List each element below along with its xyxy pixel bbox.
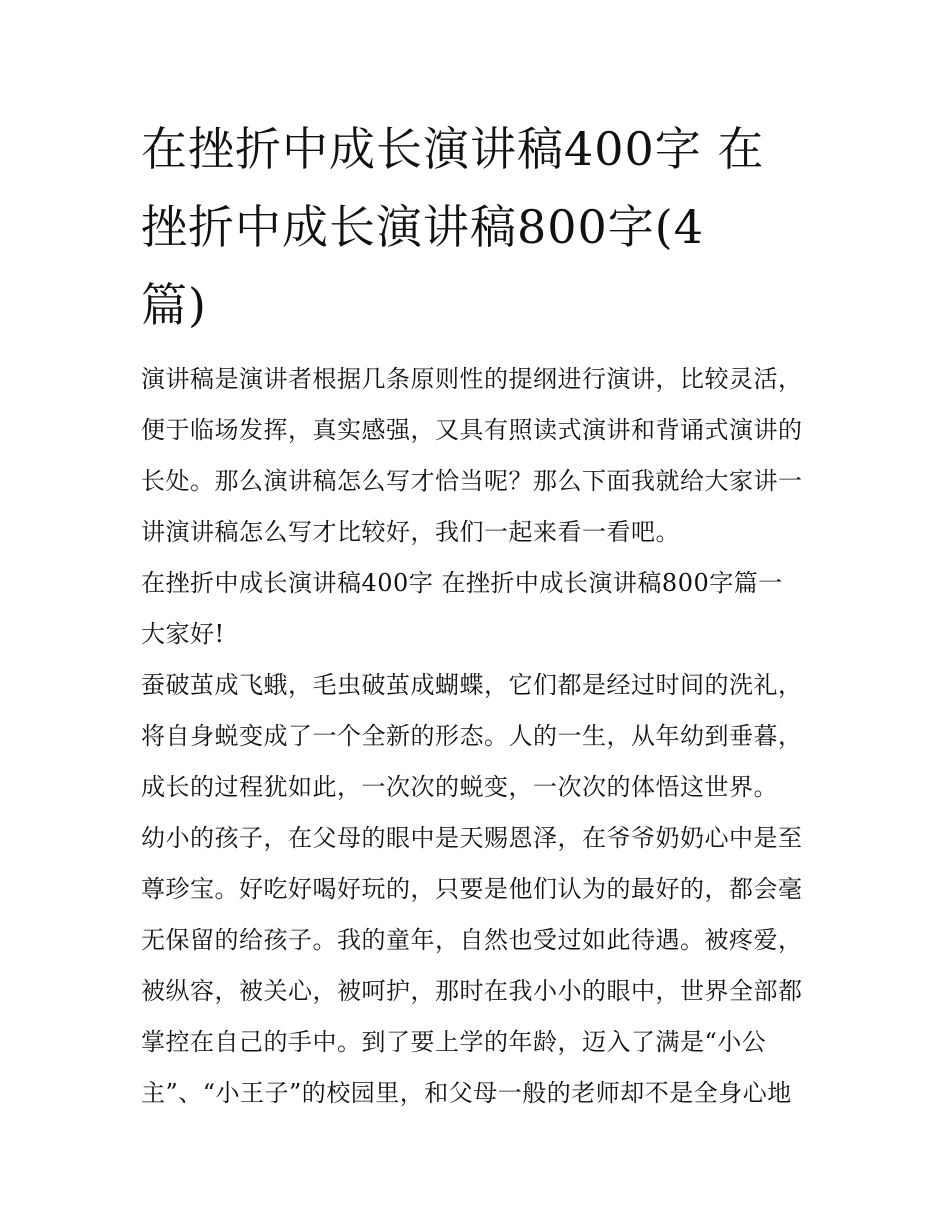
body-line: 主”、“小王子”的校园里，和父母一般的老师却不是全身心地 (141, 1079, 792, 1107)
body-line: 掌控在自己的手中。到了要上学的年龄，迈入了满是“小公 (141, 1028, 767, 1056)
body-line: 无保留的给孩子。我的童年，自然也受过如此待遇。被疼爱， (141, 926, 803, 954)
title-line: 挫折中成长演讲稿800字(4 (141, 200, 705, 254)
document-body (141, 354, 813, 1119)
title-line: 篇) (141, 278, 207, 332)
body-line: 幼小的孩子，在父母的眼中是天赐恩泽，在爷爷奶奶心中是至 (141, 824, 803, 852)
body-line: 尊珍宝。好吃好喝好玩的，只要是他们认为的最好的，都会毫 (141, 875, 803, 903)
body-line: 被纵容，被关心，被呵护，那时在我小小的眼中，世界全部都 (141, 977, 803, 1005)
body-line: 演讲稿是演讲者根据几条原则性的提纲进行演讲，比较灵活， (141, 365, 803, 393)
section-heading: 在挫折中成长演讲稿400字 在挫折中成长演讲稿800字篇一 (141, 569, 783, 597)
body-line: 讲演讲稿怎么写才比较好，我们一起来看一看吧。 (141, 518, 680, 546)
body-line: 长处。那么演讲稿怎么写才恰当呢？那么下面我就给大家讲一 (141, 467, 803, 495)
document-title (141, 110, 813, 344)
body-line: 蚕破茧成飞蛾，毛虫破茧成蝴蝶，它们都是经过时间的洗礼， (141, 671, 803, 699)
greeting-line: 大家好! (141, 620, 225, 648)
body-line: 便于临场发挥，真实感强，又具有照读式演讲和背诵式演讲的 (141, 416, 803, 444)
body-line: 将自身蜕变成了一个全新的形态。人的一生，从年幼到垂暮， (141, 722, 803, 750)
document-content (141, 110, 813, 1119)
body-line: 成长的过程犹如此，一次次的蜕变，一次次的体悟这世界。 (141, 773, 778, 801)
title-line: 在挫折中成长演讲稿400字 在 (141, 122, 765, 176)
